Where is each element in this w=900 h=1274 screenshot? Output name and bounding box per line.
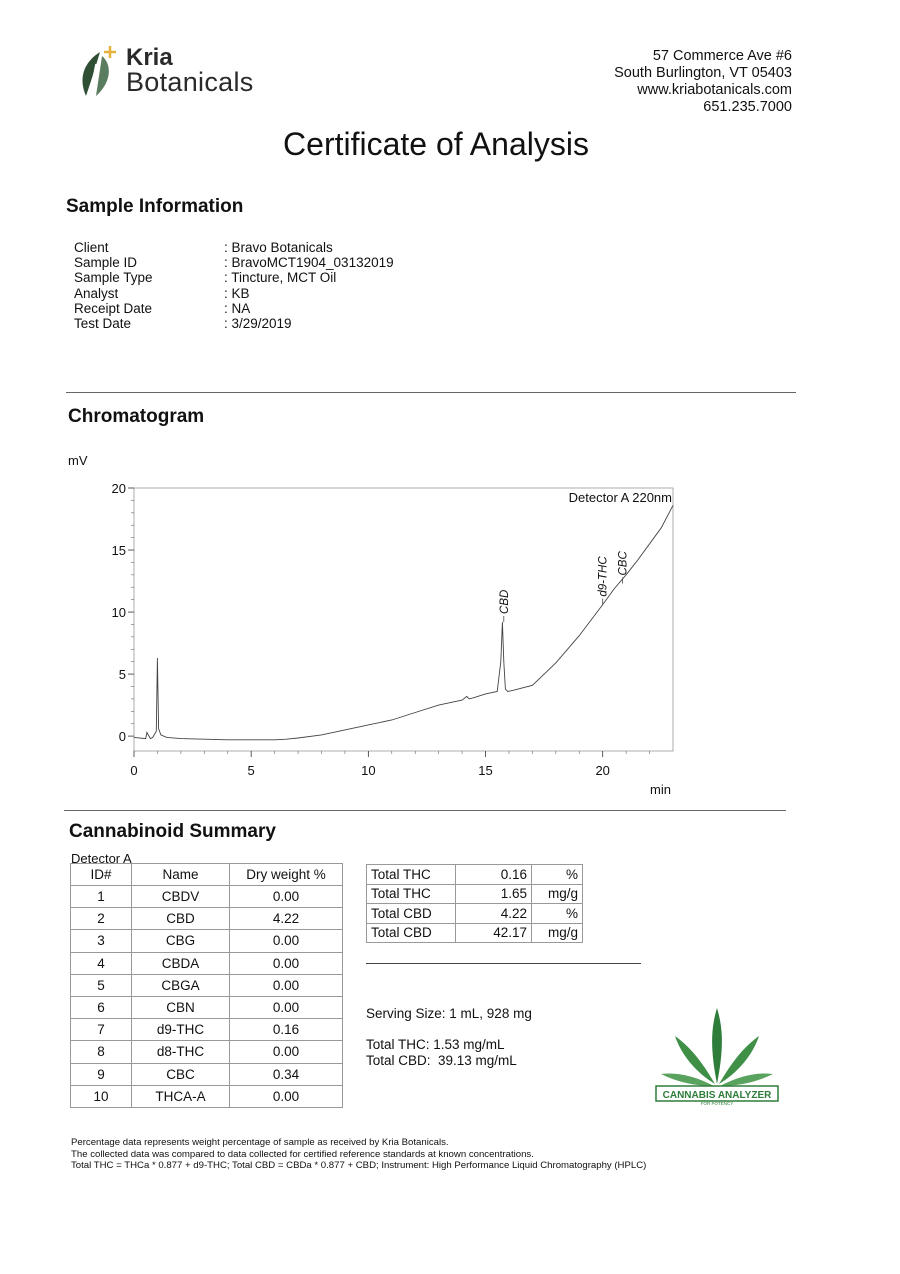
cell-id: 2 — [71, 908, 132, 930]
table-row — [71, 1063, 343, 1085]
table-row — [71, 930, 343, 952]
cell-id: 10 — [71, 1085, 132, 1107]
info-label: Sample ID — [74, 255, 138, 271]
y-tick-label: 10 — [111, 605, 126, 621]
cell-name: CBGA — [132, 974, 230, 996]
cell-dry-weight: 4.22 — [230, 908, 343, 930]
footer-line: The collected data was compared to data collected for certified reference standards at known concentrations. — [71, 1148, 534, 1160]
totals-unit: mg/g — [532, 923, 583, 943]
address-line: South Burlington, VT 05403 — [614, 65, 792, 81]
cell-id: 8 — [71, 1041, 132, 1063]
info-value: : NA — [224, 300, 251, 316]
totals-table — [366, 864, 583, 943]
totals-label: Total CBD — [367, 904, 456, 924]
sample-info-row — [74, 286, 394, 301]
cell-dry-weight: 0.00 — [230, 1041, 343, 1063]
totals-label: Total THC — [367, 865, 456, 885]
cannabis-leaf-icon — [661, 1008, 773, 1094]
cannabinoid-table — [70, 863, 343, 1108]
table-row — [71, 996, 343, 1018]
peak-label: CBC — [617, 551, 630, 576]
sample-info-row — [74, 240, 394, 255]
totals-row — [367, 865, 583, 885]
divider — [64, 810, 786, 811]
sample-info-row — [74, 301, 394, 316]
address-line: 57 Commerce Ave #6 — [652, 48, 792, 64]
badge-subtitle: FOR POTENCY — [700, 1101, 734, 1106]
info-label: Test Date — [74, 316, 132, 332]
totals-row — [367, 923, 583, 943]
cell-dry-weight: 0.16 — [230, 1019, 343, 1041]
info-value: : KB — [224, 285, 250, 301]
info-value: : 3/29/2019 — [224, 316, 292, 332]
y-tick-label: 0 — [118, 729, 126, 745]
cell-id: 3 — [71, 930, 132, 952]
totals-label: Total THC — [367, 884, 456, 904]
table-header-row — [71, 864, 343, 886]
y-tick-label: 15 — [111, 543, 126, 559]
y-axis-label: mV — [68, 453, 88, 468]
x-tick-label: 0 — [130, 763, 138, 778]
cell-name: CBDV — [132, 886, 230, 908]
totals-unit: % — [532, 904, 583, 924]
totals-label: Total CBD — [367, 923, 456, 943]
cell-dry-weight: 0.00 — [230, 930, 343, 952]
footer-notes — [71, 1137, 646, 1172]
x-axis-label: min — [650, 782, 671, 797]
sample-info-list — [74, 240, 394, 331]
total-thc-text: Total THC: 1.53 mg/mL — [366, 1037, 505, 1052]
cell-id: 9 — [71, 1063, 132, 1085]
info-value: : Bravo Botanicals — [224, 240, 333, 255]
cannabinoid-summary-heading: Cannabinoid Summary — [69, 821, 276, 842]
leaf-logo-icon — [78, 44, 124, 100]
cell-name: CBN — [132, 996, 230, 1018]
cell-name: d8-THC — [132, 1041, 230, 1063]
cell-dry-weight: 0.00 — [230, 886, 343, 908]
sample-info-row — [74, 255, 394, 270]
chart-title: Detector A 220nm — [568, 490, 672, 505]
totals-value: 1.65 — [456, 884, 532, 904]
totals-value: 0.16 — [456, 865, 532, 885]
website-link[interactable]: www.kriabotanicals.com — [637, 82, 792, 98]
table-row — [71, 1019, 343, 1041]
cell-id: 5 — [71, 974, 132, 996]
badge-title: CANNABIS ANALYZER — [662, 1090, 772, 1101]
series-line — [134, 505, 673, 739]
company-logo — [78, 44, 278, 100]
serving-totals — [366, 1037, 517, 1069]
footer-line: Total THC = THCa * 0.877 + d9-THC; Total CBD = CBDa * 0.877 + CBD; Instrument: High Performance Liquid Chromatography (HPLC) — [71, 1160, 647, 1171]
cell-dry-weight: 0.00 — [230, 974, 343, 996]
cell-name: CBD — [132, 908, 230, 930]
detector-label: Detector A — [71, 851, 132, 866]
peak-label: d9-THC — [597, 556, 610, 597]
cell-name: THCA-A — [132, 1085, 230, 1107]
sample-info-row — [74, 270, 394, 285]
serving-size: Serving Size: 1 mL, 928 mg — [366, 1006, 532, 1021]
cell-dry-weight: 0.34 — [230, 1063, 343, 1085]
cell-id: 6 — [71, 996, 132, 1018]
brand-bottom-text: Botanicals — [126, 67, 254, 97]
info-label: Analyst — [74, 285, 119, 301]
info-label: Client — [74, 240, 109, 255]
column-header: Dry weight % — [230, 864, 343, 886]
table-row — [71, 908, 343, 930]
cell-dry-weight: 0.00 — [230, 1085, 343, 1107]
totals-value: 4.22 — [456, 904, 532, 924]
totals-unit: mg/g — [532, 884, 583, 904]
x-tick-label: 20 — [595, 763, 610, 778]
table-row — [71, 886, 343, 908]
info-label: Sample Type — [74, 270, 153, 286]
divider — [366, 963, 641, 964]
cell-id: 7 — [71, 1019, 132, 1041]
cell-name: CBDA — [132, 952, 230, 974]
cell-dry-weight: 0.00 — [230, 996, 343, 1018]
info-label: Receipt Date — [74, 300, 153, 316]
y-tick-label: 5 — [118, 667, 126, 683]
table-row — [71, 1085, 343, 1107]
y-tick-label: 20 — [111, 481, 126, 496]
cell-id: 1 — [71, 886, 132, 908]
footer-line: Percentage data represents weight percentage of sample as received by Kria Botanicals. — [71, 1137, 449, 1148]
totals-row — [367, 904, 583, 924]
chromatogram-chart — [0, 445, 900, 805]
sample-info-heading: Sample Information — [66, 196, 244, 217]
plot-frame — [134, 488, 673, 751]
phone-number: 651.235.7000 — [703, 99, 792, 115]
table-row — [71, 1041, 343, 1063]
cell-name: CBG — [132, 930, 230, 952]
totals-unit: % — [532, 865, 583, 885]
cell-name: CBC — [132, 1063, 230, 1085]
totals-value: 42.17 — [456, 923, 532, 943]
chromatogram-heading: Chromatogram — [68, 406, 205, 427]
divider — [66, 392, 796, 393]
table-row — [71, 952, 343, 974]
info-value: : Tincture, MCT Oil — [224, 270, 337, 286]
cell-id: 4 — [71, 952, 132, 974]
cell-dry-weight: 0.00 — [230, 952, 343, 974]
brand-top-text: Kria — [126, 44, 173, 71]
total-cbd-text: Total CBD: 39.13 mg/mL — [366, 1053, 517, 1068]
cannabis-analyzer-logo — [655, 1006, 779, 1106]
x-tick-label: 15 — [478, 763, 493, 778]
totals-row — [367, 884, 583, 904]
column-header: ID# — [71, 864, 132, 886]
cell-name: d9-THC — [132, 1019, 230, 1041]
x-tick-label: 5 — [247, 763, 255, 778]
page-title: Certificate of Analysis — [283, 126, 589, 162]
peak-label: CBD — [498, 589, 511, 614]
info-value: : BravoMCT1904_03132019 — [224, 255, 394, 271]
table-row — [71, 974, 343, 996]
company-address — [614, 48, 792, 116]
x-tick-label: 10 — [361, 763, 376, 778]
sample-info-row — [74, 316, 394, 331]
column-header: Name — [132, 864, 230, 886]
